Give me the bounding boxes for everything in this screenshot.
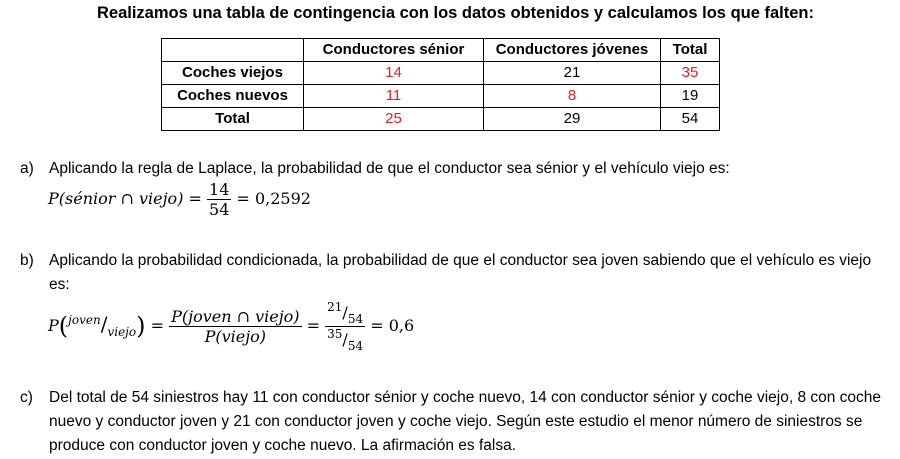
table-cell: 35: [661, 62, 720, 85]
formula-b-p: P: [48, 316, 59, 335]
heading: Realizamos una tabla de contingencia con los datos obtenidos y calculamos los que falten:: [97, 4, 814, 22]
header-senior: Conductores sénior: [304, 39, 484, 62]
table-row: [162, 108, 720, 131]
section-c-label: c): [20, 389, 33, 406]
table-cell: 14: [304, 62, 484, 85]
table-cell: 54: [661, 108, 720, 131]
table-header-row: [162, 39, 720, 62]
formula-a-fraction: [207, 180, 231, 219]
formula-b-denominator: P(viejo): [204, 327, 267, 346]
formula-b-fraction: [169, 307, 301, 346]
section-c-text: Del total de 54 siniestros hay 11 con conductor sénior y coche nuevo, 14 con conductor sénior y coche viejo, 8 con coche nuevo y conductor joven y 21 con conductor joven y coche viejo. Según este estudio el menor número de siniestros se produce con conductor joven y coche nuevo. La afirmación es falsa.: [49, 389, 882, 454]
formula-a-result: 0,2592: [254, 189, 311, 208]
table-cell: 8: [484, 85, 661, 108]
table-row: [162, 85, 720, 108]
section-b-text: Aplicando la probabilidad condicionada, la probabilidad de que el conductor sea joven sabiendo que el vehículo es viejo es:: [49, 252, 872, 293]
formula-b: $P(^{joven}/_{viejo})$ = $\frac{\text{P(joven ∩ viejo)}}{\text{P(viejo)}}$ = $\frac{^{21}/_{54}}{^{35}/_{54}}$ = 0,6: [48, 300, 415, 353]
header-total: Total: [661, 39, 720, 62]
formula-b-ratio: [325, 300, 365, 353]
contingency-table: [161, 38, 720, 131]
formula-a-lhs: P(sénior ∩ viejo): [48, 189, 184, 208]
row-label: Coches nuevos: [162, 85, 304, 108]
formula-b-ratio-top: $^{21}/_{54}$: [327, 300, 364, 326]
cond-top: joven: [68, 313, 101, 327]
table-cell: 29: [484, 108, 661, 131]
cond-bottom: viejo: [107, 325, 137, 339]
formula-b-numerator: P(joven ∩ viejo): [171, 307, 300, 326]
table-cell: 11: [304, 85, 484, 108]
formula-a: P(sénior ∩ viejo) = $\frac{14}{54}$ = 0,2592: [48, 180, 311, 219]
section-b-label: b): [20, 252, 34, 269]
formula-a-denominator: 54: [209, 200, 230, 219]
table-cell: 25: [304, 108, 484, 131]
section-a-text: Aplicando la regla de Laplace, la probabilidad de que el conductor sea sénior y el vehículo viejo es:: [49, 160, 730, 177]
header-empty: [162, 39, 304, 62]
table-cell: 21: [484, 62, 661, 85]
formula-b-ratio-bottom: $^{35}/_{54}$: [327, 327, 364, 353]
section-a-label: a): [20, 160, 34, 177]
table-cell: 19: [661, 85, 720, 108]
formula-b-result: 0,6: [388, 316, 415, 335]
row-label: Total: [162, 108, 304, 131]
header-jovenes: Conductores jóvenes: [484, 39, 661, 62]
row-label: Coches viejos: [162, 62, 304, 85]
table-row: [162, 62, 720, 85]
formula-a-numerator: 14: [209, 180, 230, 199]
